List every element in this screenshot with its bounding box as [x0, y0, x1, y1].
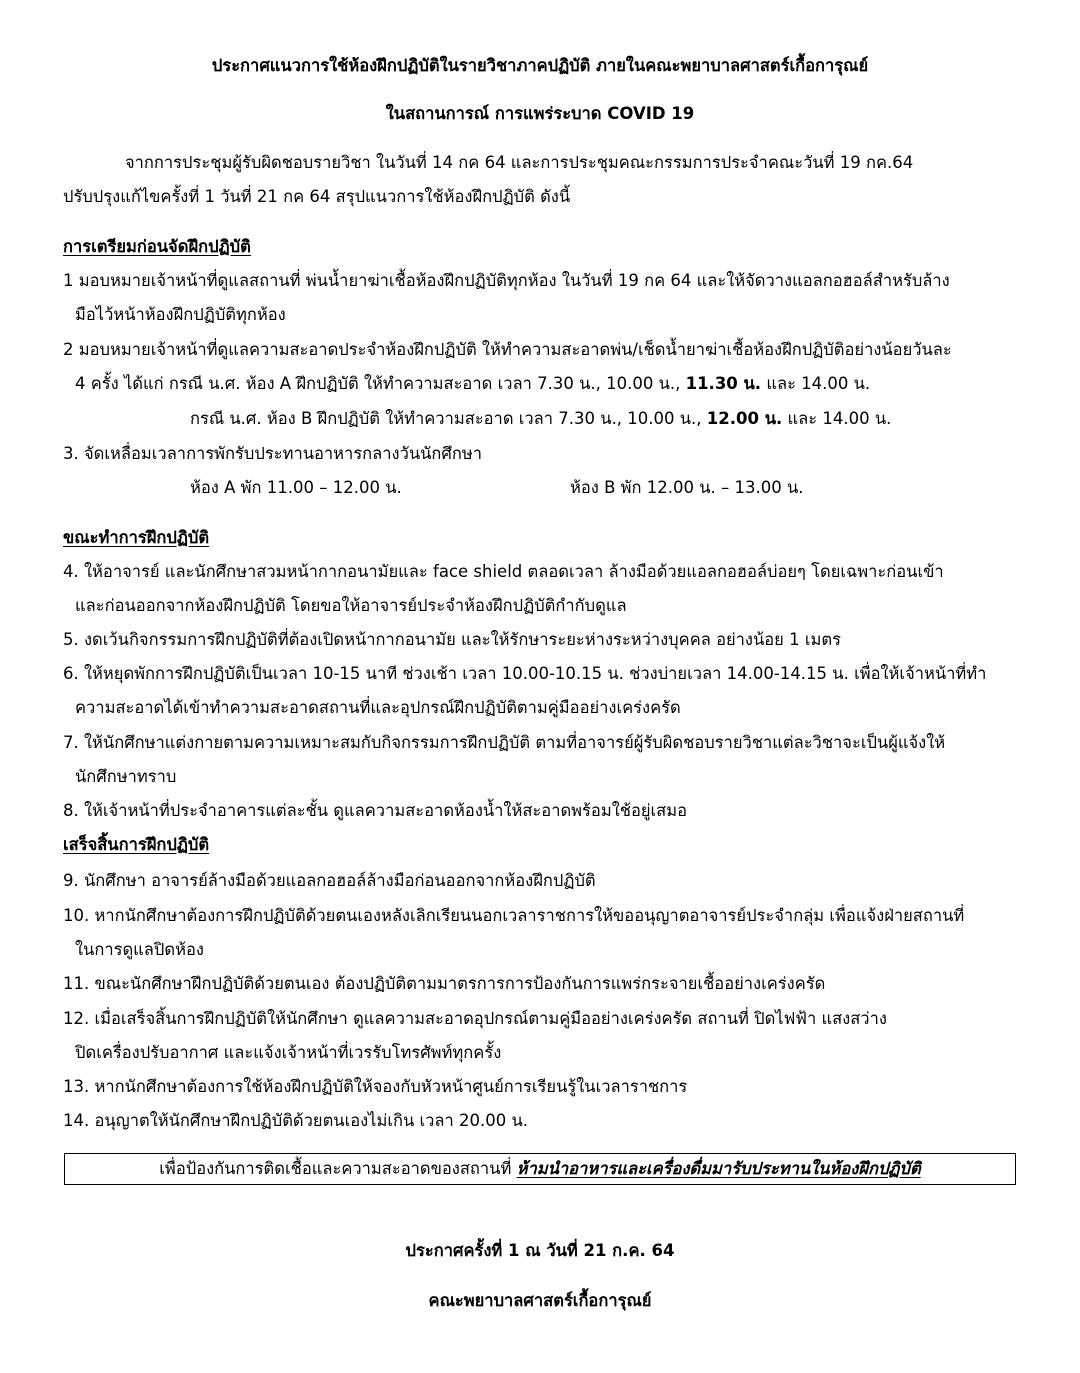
item-5: 5. งดเว้นกิจกรรมการฝึกปฏิบัติที่ต้องเปิดหน้ากากอนามัย และให้รักษาระยะห่างระหว่างบุคคล อย่างน้อย 1 เมตร [63, 630, 841, 649]
item-2-room-b-text: กรณี น.ศ. ห้อง B ฝึกปฏิบัติ ให้ทำความสะอาด เวลา 7.30 น., 10.00 น., [190, 409, 707, 428]
item-4-line-1: 4. ให้อาจารย์ และนักศึกษาสวมหน้ากากอนามัยและ face shield ตลอดเวลา ล้างมือด้วยแอลกอฮอล์บ่อยๆ โดยเฉพาะก่อนเข้า [63, 562, 944, 581]
item-2-room-b-bold-time: 12.00 น. [706, 409, 783, 428]
item-7-line-1: 7. ให้นักศึกษาแต่งกายตามความเหมาะสมกับกิจกรรมการฝึกปฏิบัติ ตามที่อาจารย์ผู้รับผิดชอบรายวิชาแต่ละวิชาจะเป็นผู้แจ้งให้ [63, 733, 946, 752]
item-1-line-2: มือไว้หน้าห้องฝึกปฏิบัติทุกห้อง [75, 305, 286, 324]
item-2-room-a-bold-time: 11.30 น. [685, 374, 762, 393]
title-line-1: ประกาศแนวการใช้ห้องฝึกปฏิบัติในรายวิชาภาคปฏิบัติ ภายในคณะพยาบาลศาสตร์เกื้อการุณย์ [211, 56, 869, 75]
item-12-line-2: ปิดเครื่องปรับอากาศ และแจ้งเจ้าหน้าที่เวรรับโทรศัพท์ทุกครั้ง [75, 1043, 502, 1062]
section-heading-during: ขณะทำการฝึกปฏิบัติ [63, 528, 210, 547]
item-2-line-2 [75, 373, 870, 395]
item-3: 3. จัดเหลื่อมเวลาการพักรับประทานอาหารกลางวันนักศึกษา [63, 444, 483, 463]
section-heading-after: เสร็จสิ้นการฝึกปฏิบัติ [63, 835, 210, 854]
item-13: 13. หากนักศึกษาต้องการใช้ห้องฝึกปฏิบัติให้จองกับหัวหน้าศูนย์การเรียนรู้ในเวลาราชการ [63, 1077, 688, 1096]
footer-announcement: ประกาศครั้งที่ 1 ณ วันที่ 21 ก.ค. 64 [405, 1241, 675, 1260]
footer-organization: คณะพยาบาลศาสตร์เกื้อการุณย์ [428, 1291, 652, 1310]
intro-line-2: ปรับปรุงแก้ไขครั้งที่ 1 วันที่ 21 กค 64 สรุปแนวการใช้ห้องฝึกปฏิบัติ ดังนี้ [63, 187, 571, 206]
item-2-room-a-tail: และ 14.00 น. [761, 374, 871, 393]
item-6-line-1: 6. ให้หยุดพักการฝึกปฏิบัติเป็นเวลา 10-15 นาที ช่วงเช้า เวลา 10.00-10.15 น. ช่วงบ่ายเวลา 14.00-14.15 น. เพื่อให้เจ้าหน้าที่ทำ [63, 664, 987, 683]
item-3-room-b: ห้อง B พัก 12.00 น. – 13.00 น. [570, 478, 804, 497]
notice-box [64, 1153, 1016, 1185]
item-14: 14. อนุญาตให้นักศึกษาฝึกปฏิบัติด้วยตนเองไม่เกิน เวลา 20.00 น. [63, 1111, 529, 1130]
item-11: 11. ขณะนักศึกษาฝึกปฏิบัติด้วยตนเอง ต้องปฏิบัติตามมาตรการการป้องกันการแพร่กระจายเชื้ออย่างเคร่งครัด [63, 974, 826, 993]
title-line-2: ในสถานการณ์ การแพร่ระบาด COVID 19 [385, 104, 695, 123]
item-9: 9. นักศึกษา อาจารย์ล้างมือด้วยแอลกอฮอล์ล้างมือก่อนออกจากห้องฝึกปฏิบัติ [63, 871, 596, 890]
notice-emphasis-text: ห้ามนำอาหารและเครื่องดื่มมารับประทานในห้องฝึกปฏิบัติ [516, 1159, 921, 1178]
item-4-line-2: และก่อนออกจากห้องฝึกปฏิบัติ โดยขอให้อาจารย์ประจำห้องฝึกปฏิบัติกำกับดูแล [75, 596, 627, 615]
section-heading-prep: การเตรียมก่อนจัดฝึกปฏิบัติ [63, 237, 251, 256]
item-2-line-1: 2 มอบหมายเจ้าหน้าที่ดูแลความสะอาดประจำห้องฝึกปฏิบัติ ให้ทำความสะอาดพ่น/เช็ดน้ำยาฆ่าเชื้อห้องฝึกปฏิบัติอย่างน้อยวันละ [63, 340, 952, 359]
item-10-line-2: ในการดูแลปิดห้อง [75, 940, 204, 959]
item-7-line-2: นักศึกษาทราบ [75, 767, 177, 786]
item-8: 8. ให้เจ้าหน้าที่ประจำอาคารแต่ละชั้น ดูแลความสะอาดห้องน้ำให้สะอาดพร้อมใช้อยู่เสมอ [63, 801, 688, 820]
item-1-line-1: 1 มอบหมายเจ้าหน้าที่ดูแลสถานที่ พ่นน้ำยาฆ่าเชื้อห้องฝึกปฏิบัติทุกห้อง ในวันที่ 19 กค 64 และให้จัดวางแอลกอฮอล์สำหรับล้าง [63, 271, 950, 290]
item-2-room-b-tail: และ 14.00 น. [782, 409, 892, 428]
item-3-room-a: ห้อง A พัก 11.00 – 12.00 น. [190, 478, 402, 497]
item-6-line-2: ความสะอาดได้เข้าทำความสะอาดสถานที่และอุปกรณ์ฝึกปฏิบัติตามคู่มืออย่างเคร่งครัด [75, 698, 681, 717]
item-10-line-1: 10. หากนักศึกษาต้องการฝึกปฏิบัติด้วยตนเองหลังเลิกเรียนนอกเวลาราชการให้ขออนุญาตอาจารย์ประจำกลุ่ม เพื่อแจ้งฝ่ายสถานที่ [63, 906, 965, 925]
item-2-line-3 [190, 408, 891, 430]
intro-line-1: จากการประชุมผู้รับผิดชอบรายวิชา ในวันที่ 14 กค 64 และการประชุมคณะกรรมการประจำคณะวันที่ 19 กค.64 [125, 153, 914, 172]
item-12-line-1: 12. เมื่อเสร็จสิ้นการฝึกปฏิบัติให้นักศึกษา ดูแลความสะอาดอุปกรณ์ตามคู่มืออย่างเคร่งครัด สถานที่ ปิดไฟฟ้า แสงสว่าง [63, 1009, 887, 1028]
notice-lead-text: เพื่อป้องกันการติดเชื้อและความสะอาดของสถานที่ [159, 1159, 517, 1178]
item-2-room-a-text: 4 ครั้ง ได้แก่ กรณี น.ศ. ห้อง A ฝึกปฏิบัติ ให้ทำความสะอาด เวลา 7.30 น., 10.00 น., [75, 374, 686, 393]
